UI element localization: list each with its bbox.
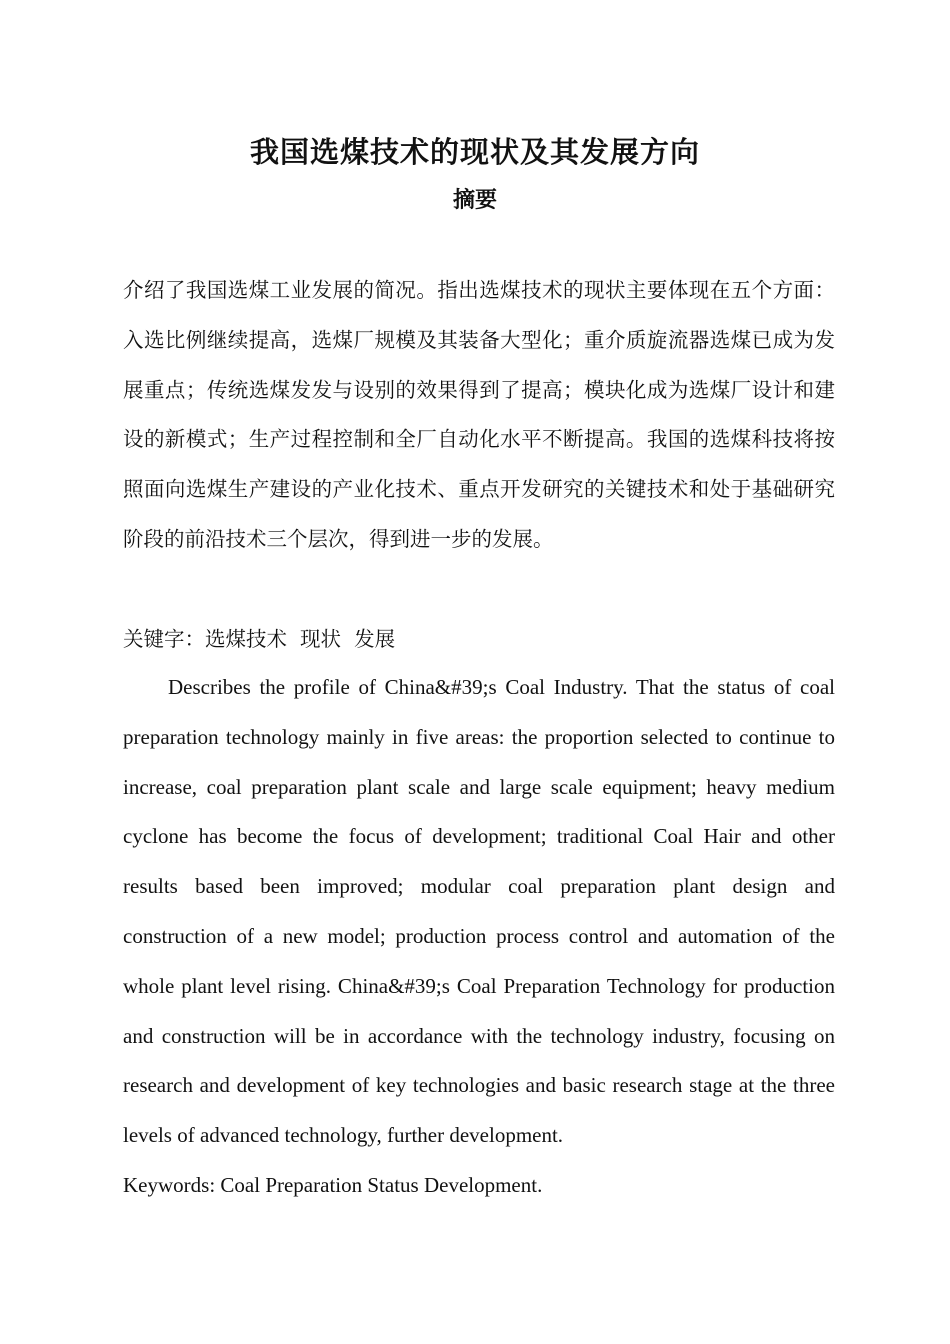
english-keywords: Keywords: Coal Preparation Status Development. bbox=[123, 1173, 543, 1197]
chinese-abstract: 介绍了我国选煤工业发展的简况。指出选煤技术的现状主要体现在五个方面：入选比例继续提高，选煤厂规模及其装备大型化；重介质旋流器选煤已成为发展重点；传统选煤发发与设别的效果得到了提高；模块化成为选煤厂设计和建设的新模式；生产过程控制和全厂自动化水平不断提高。我国的选煤科技将按照面向选煤生产建设的产业化技术、重点开发研究的关键技术和处于基础研究阶段的前沿技术三个层次，得到进一步的发展。 bbox=[123, 278, 835, 551]
english-abstract: Describes the profile of China&#39;s Coal Industry. That the status of coal preparation technology mainly in five areas: the proportion selected to continue to increase, coal preparation plant scale and large scale equipment; heavy medium cyclone has become the focus of development; traditional Coal Hair and other results based been improved; modular coal preparation plant design and construction of a new model; production process control and automation of the whole plant level rising. China&#39;s Coal Preparation Technology for production and construction will be in accordance with the technology industry, focusing on research and development of key technologies and basic research stage at the three levels of advanced technology, further development. bbox=[123, 675, 835, 1148]
abstract-heading: 摘要 bbox=[452, 187, 497, 213]
chinese-keywords: 关键字：选煤技术 现状 发展 bbox=[123, 627, 396, 651]
page-title: 我国选煤技术的现状及其发展方向 bbox=[249, 135, 700, 169]
